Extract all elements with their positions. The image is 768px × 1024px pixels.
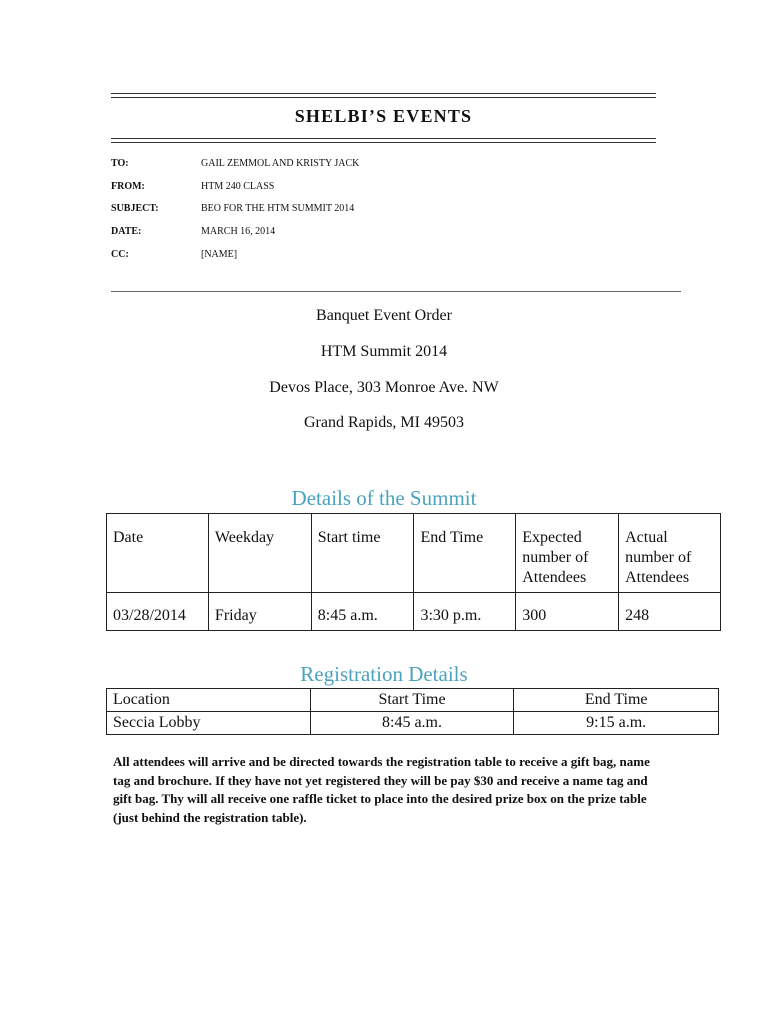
memo-separator [111,291,681,292]
memo-label: DATE: [111,225,142,237]
header-cell: Start time [311,514,414,593]
memo-label: CC: [111,248,129,260]
memo-value: HTM 240 CLASS [201,180,275,192]
memo-value: BEO FOR THE HTM SUMMIT 2014 [201,203,355,215]
summit-table [106,513,721,631]
registration-table [106,688,719,735]
memo-row-cc [111,243,359,266]
header-cell: End Time [514,689,719,712]
header-cell: Actual number of Attendees [619,514,721,593]
top-rule-1 [111,93,656,94]
cell-expected: 300 [516,593,619,631]
title-rule-1 [111,138,656,139]
cell-start-time: 8:45 a.m. [311,593,414,631]
registration-heading: Registration Details [300,662,468,686]
memo-value: MARCH 16, 2014 [201,225,276,237]
memo-label: TO: [111,157,129,169]
registration-header-row [107,689,719,712]
header-cell: Date [107,514,209,593]
cell-weekday: Friday [208,593,311,631]
venue-address: Devos Place, 303 Monroe Ave. NW [269,379,499,396]
cell-date: 03/28/2014 [107,593,209,631]
cell-start-time: 8:45 a.m. [310,712,514,735]
cell-actual: 248 [619,593,721,631]
table-row [107,712,719,735]
header-cell: Start Time [310,689,514,712]
cell-location: Seccia Lobby [107,712,311,735]
summit-header-row [107,514,721,593]
header-cell: Weekday [208,514,311,593]
memo-label: SUBJECT: [111,203,159,215]
header-cell: Expected number of Attendees [516,514,619,593]
cell-end-time: 9:15 a.m. [514,712,719,735]
header-cell: End Time [414,514,516,593]
memo-row-from [111,175,359,198]
memo-value: [NAME] [201,248,238,260]
venue-city: Grand Rapids, MI 49503 [304,414,464,431]
table-row [107,593,721,631]
page-title: SHELBI’S EVENTS [294,106,473,126]
order-title: Banquet Event Order [316,307,452,324]
event-name: HTM Summit 2014 [320,343,448,360]
summit-heading: Details of the Summit [291,486,477,510]
cell-end-time: 3:30 p.m. [414,593,516,631]
memo-row-date [111,220,359,243]
top-rule-2 [111,97,656,98]
registration-note: All attendees will arrive and be directed towards the registration table to receive a gift bag, name tag and brochure. If they have not yet registered they will be pay $30 and receive a name tag and gift bag. Thy will all receive one raffle ticket to place into the desired prize box on the prize table (just behind the registration table). [113,754,650,826]
memo-label: FROM: [111,180,145,192]
memo-row-subject [111,197,359,220]
memo-block [111,152,359,265]
header-cell: Location [107,689,311,712]
memo-row-to [111,152,359,175]
memo-value: GAIL ZEMMOL AND KRISTY JACK [201,157,360,169]
title-rule-2 [111,142,656,143]
